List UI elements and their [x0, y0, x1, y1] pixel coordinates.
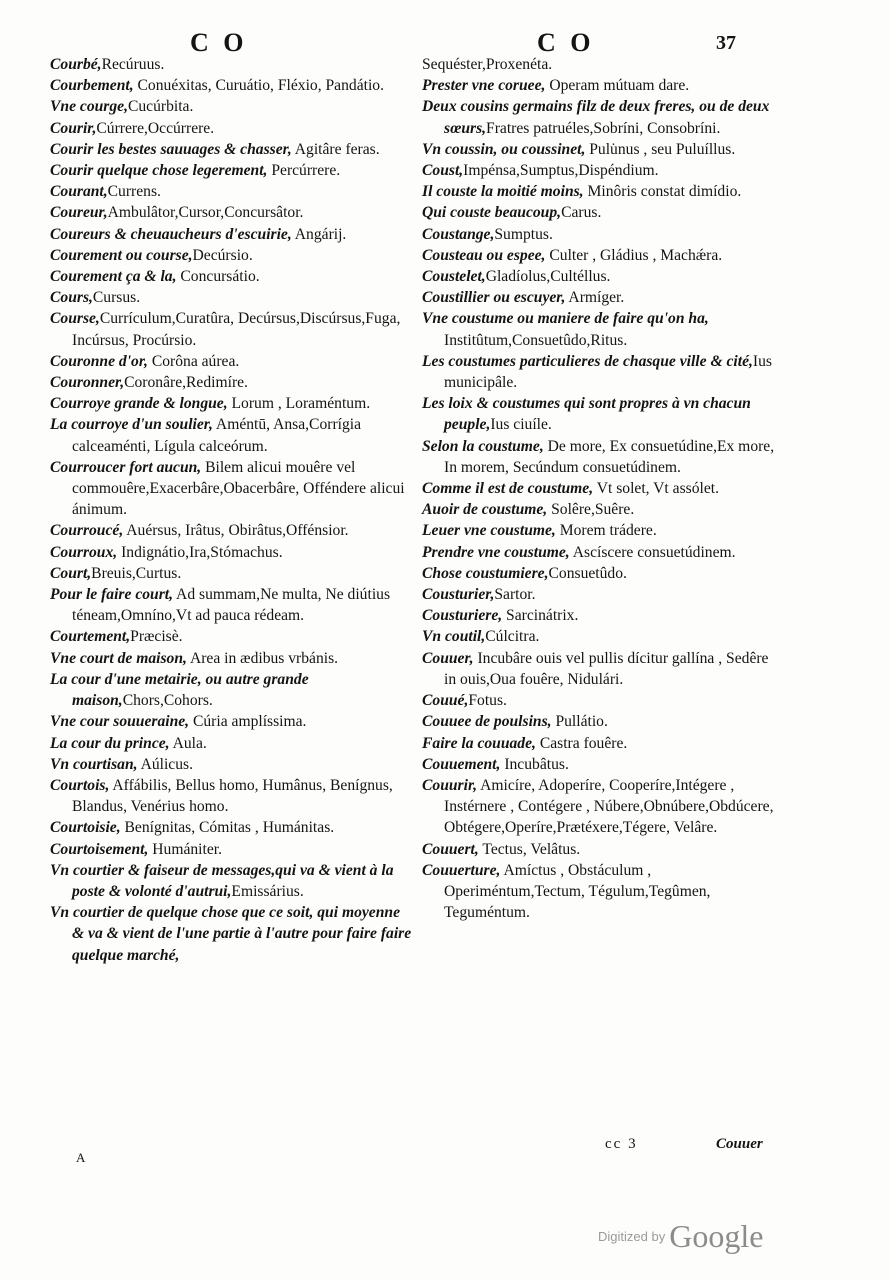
digitized-watermark: [598, 1218, 763, 1255]
dictionary-entry: [50, 733, 412, 754]
dictionary-entry: [422, 860, 782, 924]
entry-headword: Coustange,: [422, 225, 495, 243]
entry-headword: Coust,: [422, 162, 464, 180]
dictionary-entry: [422, 648, 782, 690]
dictionary-entry: [50, 669, 412, 711]
entry-headword: Courir,: [50, 119, 97, 137]
entry-latin: Culter , Gládius , Machǽra.: [545, 246, 723, 264]
entry-headword: Courbement,: [50, 77, 134, 95]
entry-headword: Courtois,: [50, 776, 110, 794]
entry-headword: Courtoisie,: [50, 819, 121, 837]
margin-mark: A: [76, 1150, 86, 1165]
entry-headword: Coureurs & cheuaucheurs d'escuirie,: [50, 225, 292, 243]
entry-headword: Courement ça & la,: [50, 268, 177, 286]
entry-headword: Deux cousins germains filz de deux freres, ou de deux sœurs,: [422, 98, 770, 137]
dictionary-entry: [50, 181, 412, 202]
dictionary-entry: [422, 287, 782, 308]
dictionary-entry: [422, 75, 782, 96]
entry-headword: Coureur,: [50, 204, 108, 222]
dictionary-entry: [422, 478, 782, 499]
entry-latin: Sumptus.: [494, 225, 553, 243]
entry-latin: Ad summam,Ne multa, Ne diútius téneam,Omníno,Vt ad pauca rédeam.: [72, 586, 391, 625]
entry-latin: Sequéster,Proxenéta.: [422, 56, 553, 73]
dictionary-entry: [422, 181, 782, 202]
entry-latin: Percúrrere.: [267, 162, 341, 180]
entry-headword: Selon la coustume,: [422, 437, 544, 455]
entry-latin: Currens.: [107, 183, 161, 201]
dictionary-entry: [50, 287, 412, 308]
entry-headword: Cousteau ou espee,: [422, 246, 546, 264]
catchword: Couuer: [716, 1136, 763, 1152]
entry-latin: Ius ciuíle.: [490, 416, 552, 434]
entry-latin: Ascíscere consuetúdinem.: [569, 543, 736, 561]
dictionary-entry: [50, 839, 412, 860]
entry-headword: Couué,: [422, 692, 469, 710]
entry-headword: Couronne d'or,: [50, 352, 148, 370]
entry-headword: Coustillier ou escuyer,: [422, 289, 566, 307]
dictionary-entry: [50, 372, 412, 393]
dictionary-entry: [422, 605, 782, 626]
dictionary-entry: [50, 584, 412, 626]
signature-mark: cc 3: [605, 1136, 638, 1152]
entry-headword: Chose coustumiere,: [422, 564, 549, 582]
entry-latin: Benígnitas, Cómitas , Humánitas.: [120, 819, 335, 837]
dictionary-entry: [422, 584, 782, 605]
entry-headword: Faire la couuade,: [422, 734, 536, 752]
dictionary-entry: [50, 902, 412, 966]
dictionary-entry: [422, 563, 782, 584]
dictionary-entry: [422, 393, 782, 435]
dictionary-entry: [422, 499, 782, 520]
dictionary-entry: [422, 139, 782, 160]
google-logo: Google: [669, 1218, 764, 1254]
dictionary-entry: [50, 202, 412, 223]
entry-latin: Corôna aúrea.: [147, 352, 240, 370]
entry-latin: Vt solet, Vt assólet.: [593, 480, 720, 498]
dictionary-entry: [422, 266, 782, 287]
entry-latin: Aula.: [169, 734, 207, 752]
entry-headword: Vn courtier & faiseur de messages,qui va & vient à la poste & volonté d'autrui,: [50, 861, 394, 900]
entry-latin: Cúlcitra.: [485, 628, 540, 646]
dictionary-entry: [422, 520, 782, 541]
entry-latin: Coronâre,Redimíre.: [124, 374, 248, 392]
dictionary-entry: [50, 266, 412, 287]
entry-latin: Agitâre feras.: [291, 140, 380, 158]
dictionary-entry: [50, 308, 412, 350]
dictionary-entry: [422, 733, 782, 754]
entry-latin: Area in ædibus vrbánis.: [186, 649, 339, 667]
dictionary-entry: [50, 860, 412, 902]
dictionary-entry: [50, 775, 412, 817]
dictionary-entry: [50, 542, 412, 563]
entry-latin: Améntū, Ansa,Corrígia calceaménti, Lígula calceórum.: [72, 416, 362, 455]
dictionary-entry: [50, 626, 412, 647]
dictionary-entry: [50, 414, 412, 456]
entry-latin: Præcisè.: [130, 628, 183, 646]
entry-latin: Fotus.: [468, 692, 507, 710]
entry-latin: Bilem alicui mouêre vel commouêre,Exacerbâre,Obacerbâre, Offéndere alicui ánimum.: [72, 458, 405, 519]
running-header-left: C O: [190, 28, 248, 57]
entry-latin: Amíctus , Obstáculum , Operiméntum,Tectum, Tégulum,Tegûmen, Teguméntum.: [444, 861, 711, 922]
left-column: [50, 54, 412, 966]
entry-latin: Fratres patruéles,Sobríni, Consobríni.: [486, 119, 721, 137]
entry-headword: La cour du prince,: [50, 734, 170, 752]
dictionary-entry: [422, 245, 782, 266]
entry-headword: Courbé,: [50, 56, 102, 73]
entry-latin: Ius municipâle.: [444, 352, 772, 392]
dictionary-entry: [422, 754, 782, 775]
entry-latin: Recúruus.: [101, 56, 165, 73]
dictionary-entry: [422, 308, 782, 350]
entry-latin: Humániter.: [148, 840, 222, 858]
entry-latin: Sartor.: [494, 586, 536, 604]
entry-headword: Couuee de poulsins,: [422, 713, 552, 731]
dictionary-entry: [50, 817, 412, 838]
dictionary-entry: [422, 96, 782, 138]
entry-latin: Morem trádere.: [555, 522, 657, 540]
entry-latin: Castra fouêre.: [535, 734, 628, 752]
dictionary-entry: [50, 754, 412, 775]
entry-headword: Couuement,: [422, 755, 501, 773]
dictionary-entry: [50, 520, 412, 541]
dictionary-entry: [422, 711, 782, 732]
entry-latin: Solêre,Suêre.: [547, 501, 635, 519]
entry-headword: Comme il est de coustume,: [422, 480, 594, 498]
dictionary-entry: [50, 75, 412, 96]
entry-headword: Courtoisement,: [50, 840, 149, 858]
entry-headword: Vne cour souueraine,: [50, 713, 190, 731]
entry-latin: Breuis,Curtus.: [91, 564, 182, 582]
entry-latin: Emissárius.: [231, 882, 304, 900]
entry-headword: Les coustumes particulieres de chasque ville & cité,: [422, 352, 753, 370]
entry-latin: Indignátio,Ira,Stómachus.: [117, 543, 283, 561]
dictionary-entry: [50, 457, 412, 521]
dictionary-entry: [422, 775, 782, 839]
right-column: [422, 54, 782, 923]
entry-latin: Carus.: [561, 204, 602, 222]
dictionary-entry: [50, 563, 412, 584]
entry-latin: Conuéxitas, Curuátio, Fléxio, Pandátio.: [133, 77, 384, 95]
dictionary-entry: [422, 839, 782, 860]
dictionary-entry: [50, 648, 412, 669]
entry-headword: Prester vne coruee,: [422, 77, 546, 95]
entry-headword: Cousturier,: [422, 586, 495, 604]
entry-headword: Courir quelque chose legerement,: [50, 162, 268, 180]
dictionary-entry: [50, 245, 412, 266]
entry-latin: Incubâtus.: [500, 755, 569, 773]
entry-latin: Incubâre ouis vel pullis dícitur gallína , Sedêre in ouis,Oua fouêre, Nidulári.: [444, 649, 769, 688]
entry-headword: Court,: [50, 564, 92, 582]
dictionary-entry: [50, 351, 412, 372]
entry-latin: Cúrrere,Occúrrere.: [96, 119, 215, 137]
entry-headword: Couuerture,: [422, 861, 501, 879]
entry-headword: Vn courtisan,: [50, 755, 138, 773]
entry-headword: Couuer,: [422, 649, 474, 667]
entry-headword: Vn coutil,: [422, 628, 486, 646]
entry-latin: Operam mútuam dare.: [545, 77, 690, 95]
entry-latin: Consuetûdo.: [548, 564, 627, 582]
dictionary-entry: [50, 711, 412, 732]
entry-latin: Concursátio.: [176, 268, 260, 286]
entry-latin: Sarcinátrix.: [502, 607, 579, 625]
entry-headword: Les loix & coustumes qui sont propres à vn chacun peuple,: [422, 395, 751, 434]
entry-headword: La courroye d'un soulier,: [50, 416, 213, 434]
entry-headword: Prendre vne coustume,: [422, 543, 570, 561]
dictionary-entry: [422, 436, 782, 478]
dictionary-entry: [422, 351, 782, 393]
entry-latin: Institûtum,Consuetûdo,Ritus.: [444, 331, 628, 349]
running-header-middle: C O: [537, 28, 595, 57]
entry-headword: Courir les bestes sauuages & chasser,: [50, 140, 292, 158]
entry-headword: La cour d'une metairie, ou autre grande maison,: [50, 670, 309, 710]
entry-latin: Gladíolus,Cultéllus.: [485, 268, 611, 286]
entry-latin: Pullátio.: [551, 713, 608, 731]
entry-latin: Cúria amplíssima.: [189, 713, 307, 731]
entry-headword: Vne court de maison,: [50, 649, 187, 667]
entry-latin: Aúlicus.: [137, 755, 193, 773]
dictionary-entry: [422, 224, 782, 245]
entry-headword: Coustelet,: [422, 268, 486, 286]
entry-headword: Cours,: [50, 289, 93, 307]
dictionary-entry: [50, 393, 412, 414]
dictionary-entry: [50, 160, 412, 181]
digitized-by-text: Digitized by: [598, 1229, 666, 1244]
dictionary-entry: [50, 54, 412, 75]
entry-latin: Cucúrbita.: [127, 98, 194, 116]
dictionary-entry: [422, 542, 782, 563]
entry-latin: Ambulâtor,Cursor,Concursâtor.: [107, 204, 304, 222]
entry-latin: Tectus, Velâtus.: [478, 840, 581, 858]
dictionary-entry: [422, 202, 782, 223]
entry-headword: Cousturiere,: [422, 607, 503, 625]
entry-headword: Courement ou course,: [50, 246, 193, 264]
entry-headword: Pour le faire court,: [50, 586, 174, 604]
dictionary-entry: [422, 160, 782, 181]
entry-headword: Il couste la moitié moins,: [422, 183, 584, 201]
entry-headword: Courroucer fort aucun,: [50, 458, 202, 476]
entry-headword: Courroye grande & longue,: [50, 395, 228, 413]
entry-headword: Leuer vne coustume,: [422, 522, 556, 540]
entry-headword: Vne courge,: [50, 98, 128, 116]
entry-headword: Couuert,: [422, 840, 479, 858]
entry-headword: Couurir,: [422, 776, 478, 794]
dictionary-entry: [50, 118, 412, 139]
entry-latin: Minôris constat dimídio.: [583, 183, 742, 201]
entry-latin: Affábilis, Bellus homo, Humânus, Benígnus, Blandus, Venérius homo.: [72, 776, 393, 816]
entry-latin: Currículum,Curatûra, Decúrsus,Discúrsus,Fuga, Incúrsus, Procúrsio.: [72, 310, 401, 349]
page-number: 37: [716, 32, 736, 54]
entry-headword: Courant,: [50, 183, 108, 201]
entry-headword: Course,: [50, 310, 100, 328]
entry-latin: Decúrsio.: [192, 246, 253, 264]
entry-latin: Impénsa,Sumptus,Dispéndium.: [463, 162, 659, 180]
entry-latin: Amicíre, Adoperíre, Cooperíre,Intégere , Instérnere , Contégere , Núbere,Obnúbere,Obdúcere, Obtégere,Operíre,Prætéxere,Tégere, Velâre.: [444, 776, 774, 837]
entry-headword: Qui couste beaucoup,: [422, 204, 562, 222]
dictionary-entry: [50, 224, 412, 245]
entry-headword: Courroucé,: [50, 522, 124, 540]
entry-headword: Couronner,: [50, 374, 125, 392]
entry-latin: Lorum , Loraméntum.: [227, 395, 371, 413]
entry-headword: Vne coustume ou maniere de faire qu'on ha,: [422, 310, 709, 328]
dictionary-entry: [422, 626, 782, 647]
entry-headword: Courtement,: [50, 628, 131, 646]
entry-headword: Vn coussin, ou coussinet,: [422, 140, 586, 158]
entry-latin: Chors,Cohors.: [122, 692, 213, 710]
entry-latin: Armíger.: [565, 289, 625, 307]
entry-headword: Vn courtier de quelque chose que ce soit, qui moyenne & va & vient de l'une partie à l'autre pour faire faire quelque marché,: [50, 904, 412, 964]
dictionary-entry: [50, 139, 412, 160]
dictionary-entry: [422, 54, 782, 75]
dictionary-entry: [50, 96, 412, 117]
entry-latin: Pulu̇nus , seu Puluíllus.: [585, 140, 736, 158]
entry-latin: Angárij.: [291, 225, 347, 243]
entry-latin: Auérsus, Irâtus, Obirâtus,Offénsior.: [123, 522, 349, 540]
entry-latin: De more, Ex consuetúdine,Ex more, In morem, Secúndum consuetúdinem.: [444, 437, 775, 476]
entry-latin: Cursus.: [92, 289, 141, 307]
dictionary-entry: [422, 690, 782, 711]
entry-headword: Auoir de coustume,: [422, 501, 548, 519]
entry-headword: Courroux,: [50, 543, 118, 561]
